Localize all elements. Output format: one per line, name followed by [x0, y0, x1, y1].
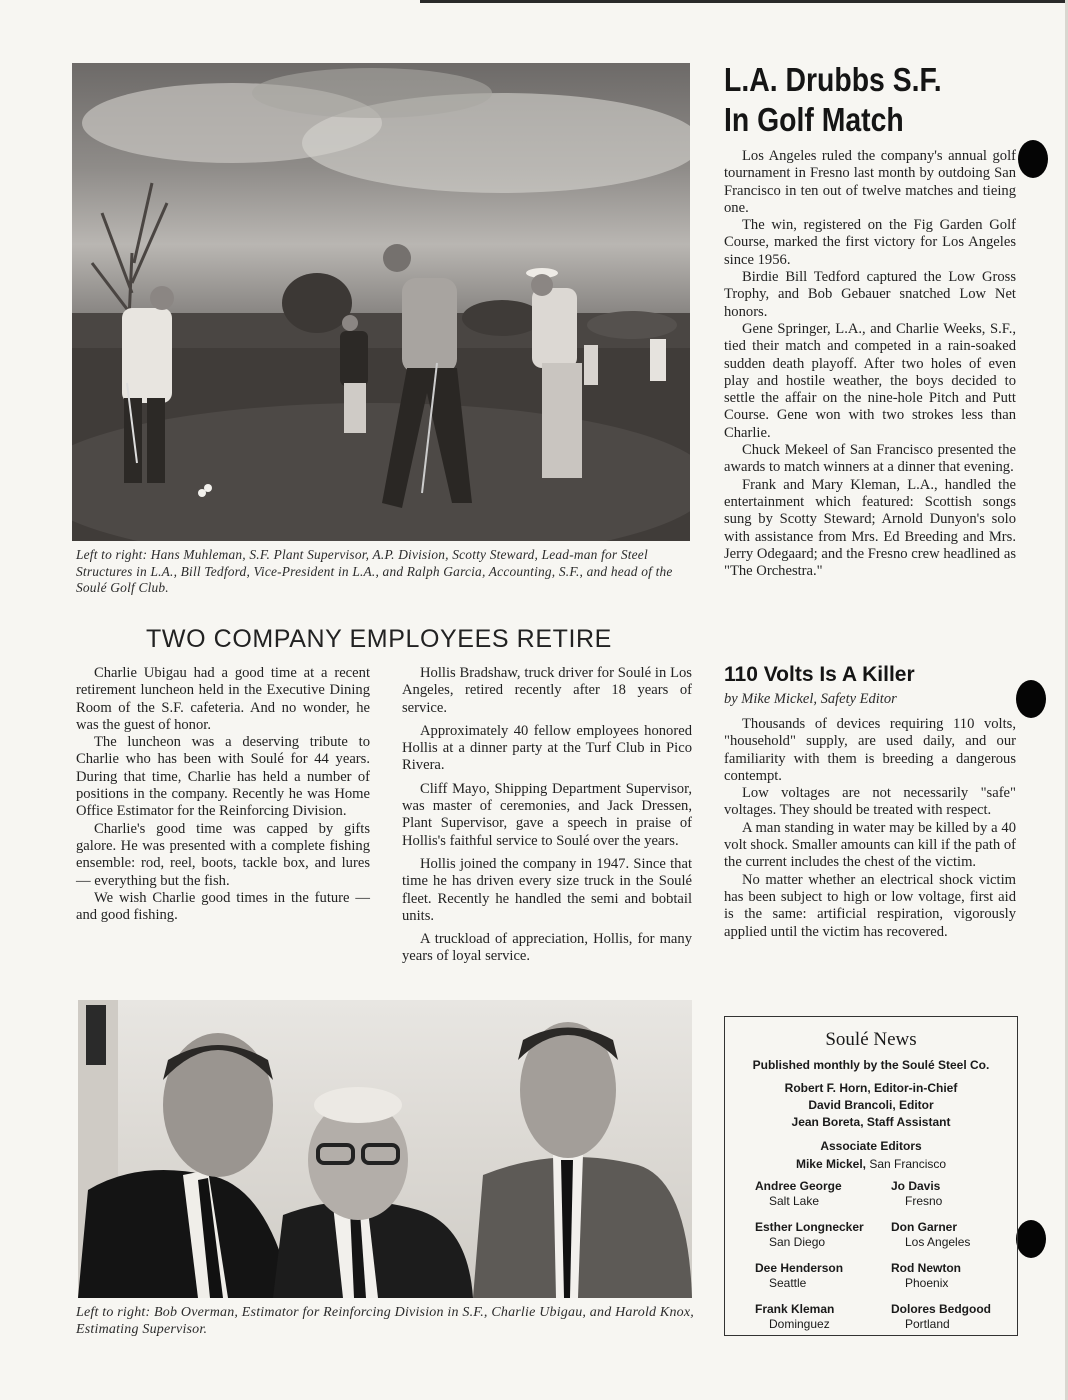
masthead-associate-heading: Associate Editors: [820, 1139, 922, 1153]
volts-paragraph: Thousands of devices requiring 110 volts, "household" supply, are used daily, and our familiarity with them is breeding a dangerous contempt.: [724, 716, 1016, 784]
lead-associate-city: San Francisco: [869, 1157, 947, 1171]
binder-hole: [1016, 1220, 1046, 1258]
retire-paragraph: Charlie's good time was capped by gifts galore. He was presented with a complete fishing ensemble: rod, reel, boots, tackle box, and lures — everything but the fish.: [76, 820, 370, 889]
volts-article-headline: 110 Volts Is A Killer: [724, 663, 915, 686]
golf-photo: [72, 63, 690, 541]
volts-paragraph: Low voltages are not necessarily "safe" voltages. They should be treated with respect.: [724, 785, 1016, 819]
associate-editor: Dee Henderson Seattle: [755, 1261, 844, 1290]
volts-article-body: [724, 716, 1016, 941]
golf-paragraph: The win, registered on the Fig Garden Golf Course, marked the first victory for Los Angeles since 1956.: [724, 217, 1016, 268]
masthead-lead-associate: [725, 1157, 1017, 1171]
retire-column-2: [402, 665, 692, 972]
binder-hole: [1018, 140, 1048, 178]
golf-paragraph: Frank and Mary Kleman, L.A., handled the entertainment which featured: Scottish songs sung by Scotty Steward; Arnold Dunyon's solo with assistance from Mrs. Ed Breeding and Mrs. Jerry Odegaard; and the Fresno crew headlined as "The Orchestra.": [724, 476, 1016, 580]
associate-editor: Andree George Salt Lake: [755, 1179, 842, 1208]
retirees-photo: [78, 1000, 692, 1298]
associate-editor: Rod Newton Phoenix: [891, 1261, 961, 1290]
binder-hole: [1016, 680, 1046, 718]
masthead-editor-in-chief: Robert F. Horn, Editor-in-Chief: [784, 1081, 958, 1095]
masthead-published: Published monthly by the Soulé Steel Co.: [752, 1058, 990, 1072]
masthead-staff-assistant: Jean Boreta, Staff Assistant: [791, 1115, 951, 1129]
golf-photo-illustration: [72, 63, 690, 541]
retire-paragraph: A truckload of appreciation, Hollis, for many years of loyal service.: [402, 931, 692, 965]
retire-paragraph: We wish Charlie good times in the future — and good fishing.: [76, 889, 370, 924]
golf-article-body: [724, 148, 1016, 580]
golf-photo-caption: Left to right: Hans Muhleman, S.F. Plant Supervisor, A.P. Division, Scotty Steward, Lead-man for Steel Structures in L.A., Bill Tedford, Vice-President in L.A., and Ralph Garcia, Accounting, S.F., and head of the Soulé Golf Club.: [76, 547, 673, 595]
golf-paragraph: Los Angeles ruled the company's annual golf tournament in Fresno last month by outdoing San Francisco in ten out of twelve matches and tieing one.: [724, 148, 1016, 216]
golf-paragraph: Chuck Mekeel of San Francisco presented the awards to match winners at a dinner that evening.: [724, 442, 1016, 476]
volts-paragraph: A man standing in water may be killed by a 40 volt shock. Smaller amounts can kill if the path of the current includes the chest of the victim.: [724, 819, 1016, 871]
golf-headline-line-2: In Golf Match: [724, 101, 904, 138]
golf-paragraph: Birdie Bill Tedford captured the Low Gross Trophy, and Bob Gebauer snatched Low Net honors.: [724, 269, 1016, 320]
associate-editors-grid: [755, 1179, 995, 1332]
volts-byline: by Mike Mickel, Safety Editor: [724, 691, 897, 707]
retire-column-1: [76, 665, 370, 924]
associate-editor: Don Garner Los Angeles: [891, 1220, 971, 1249]
retire-paragraph: Charlie Ubigau had a good time at a recent retirement luncheon held in the Executive Dining Room of the S.F. cafeteria. And no wonder, he was the guest of honor.: [76, 665, 370, 733]
retire-paragraph: Approximately 40 fellow employees honored Hollis at a dinner party at the Turf Club in Pico Rivera.: [402, 722, 692, 774]
associate-editor: Frank Kleman Dominguez: [755, 1302, 835, 1331]
associate-editor: Esther Longnecker San Diego: [755, 1220, 864, 1249]
volts-paragraph: No matter whether an electrical shock victim has been subject to high or low voltage, first aid is the same: artificial respiration, vigorously applied until the victim has recovered.: [724, 871, 1016, 940]
associate-editor: Dolores Bedgood Portland: [891, 1302, 992, 1331]
retire-paragraph: Cliff Mayo, Shipping Department Supervisor, was master of ceremonies, and Jack Dressen, Plant Supervisor, gave a speech in praise of Hollis's faithful service to Soulé over the years.: [402, 780, 692, 849]
retire-paragraph: Hollis joined the company in 1947. Since that time he has driven every size truck in the Soulé fleet. Recently he handled the semi and bobtail units.: [402, 855, 692, 924]
lead-associate-name: Mike Mickel,: [795, 1157, 866, 1171]
golf-headline-line-1: L.A. Drubbs S.F.: [724, 61, 942, 98]
masthead-box: [724, 1016, 1018, 1336]
golf-paragraph: Gene Springer, L.A., and Charlie Weeks, S.F., tied their match and competed in a rain-soaked sudden death playoff. After two holes of even play and hostile weather, the boys decided to settle the affair on the nine-hole Pitch and Putt Course. Gene won with two strokes less than Charlie.: [724, 320, 1016, 441]
retire-paragraph: Hollis Bradshaw, truck driver for Soulé in Los Angeles, retired recently after 18 years of service.: [402, 665, 692, 716]
retirees-photo-caption: Left to right: Bob Overman, Estimator for Reinforcing Division in S.F., Charlie Ubigau, and Harold Knox, Estimating Supervisor.: [76, 1305, 694, 1337]
golf-article-headline: [724, 60, 982, 140]
retire-paragraph: The luncheon was a deserving tribute to Charlie who has been with Soulé for 44 years. During that time, Charlie has held a number of positions in the company. Recently he was Home Office Estimator for the Reinforcing Division.: [76, 734, 370, 820]
retirees-photo-illustration: [78, 1000, 692, 1298]
associate-editor: Jo Davis Fresno: [891, 1179, 943, 1208]
retire-article-title: TWO COMPANY EMPLOYEES RETIRE: [146, 625, 612, 653]
page-top-edge: [420, 0, 1068, 3]
masthead-title: Soulé News: [825, 1029, 917, 1050]
masthead-editor: David Brancoli, Editor: [808, 1098, 934, 1112]
